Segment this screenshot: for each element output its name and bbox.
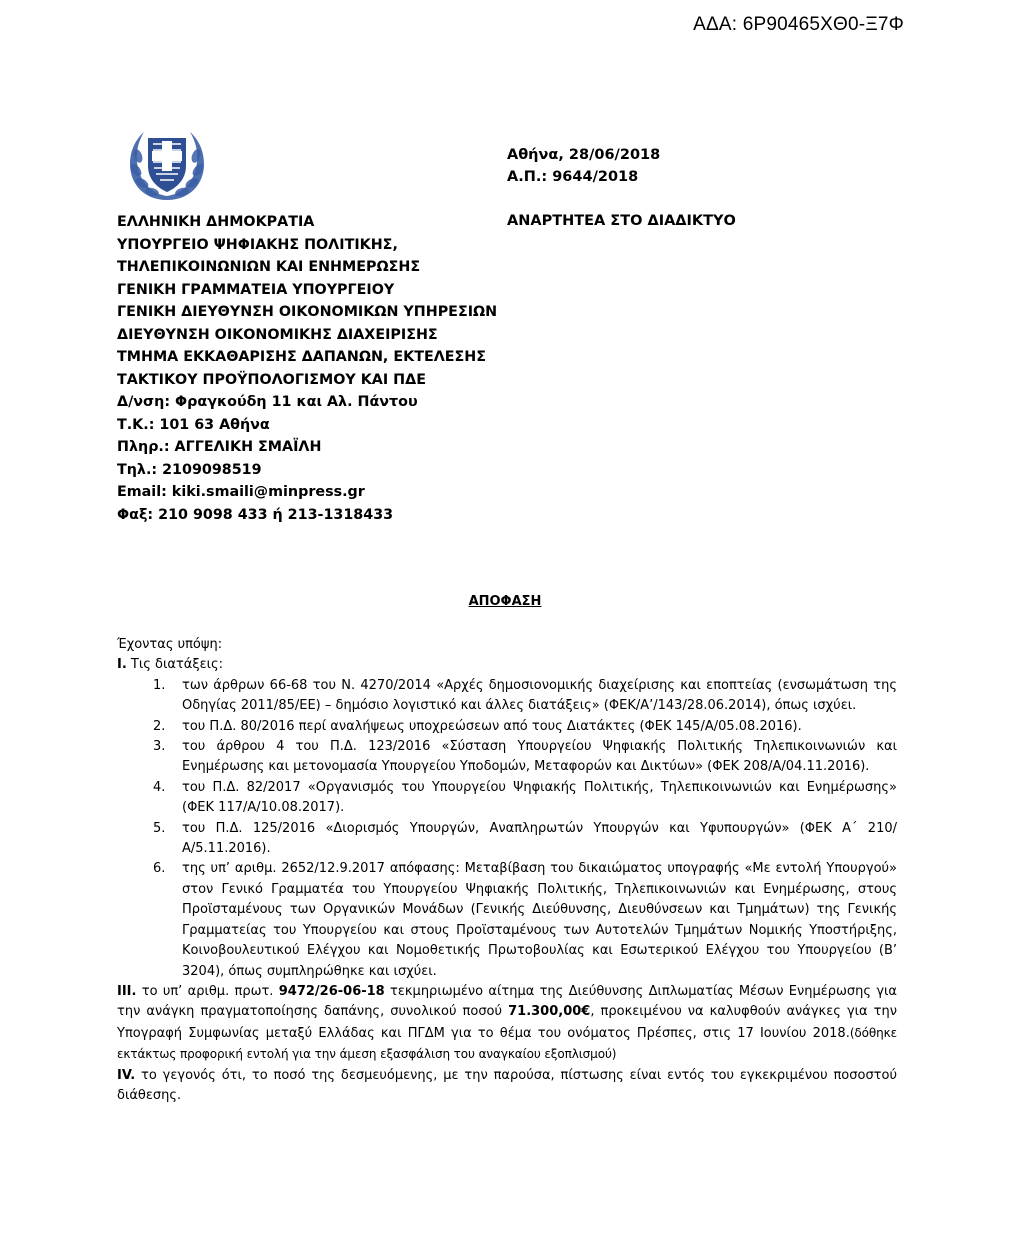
request-reference: 9472/26-06-18 <box>278 983 385 999</box>
list-item <box>117 778 897 819</box>
sender-postcode: Τ.Κ.: 101 63 Αθήνα <box>117 416 270 433</box>
list-item-number: 1. <box>153 677 166 693</box>
section-4-paragraph <box>117 1066 897 1107</box>
greek-coat-of-arms-emblem <box>124 126 210 202</box>
list-item <box>117 737 897 778</box>
provisions-list <box>117 676 897 982</box>
sender-email: Email: kiki.smaili@minpress.gr <box>117 484 365 500</box>
list-item-number: 3. <box>153 739 166 755</box>
list-item-number: 4. <box>153 779 166 795</box>
sender-line: ΥΠΟΥΡΓΕΙΟ ΨΗΦΙΑΚΗΣ ΠΟΛΙΤΙΚΗΣ, <box>117 236 398 253</box>
sender-address: Δ/νση: Φραγκούδη 11 και Αλ. Πάντου <box>117 394 418 410</box>
section-1-label: Ι. <box>117 657 127 673</box>
list-item-number: 6. <box>153 861 166 877</box>
section-1-text: Τις διατάξεις: <box>126 657 224 673</box>
section-3-text: το υπ’ αριθμ. πρωτ. <box>136 983 279 999</box>
sender-contact-person: Πληρ.: ΑΓΓΕΛΙΚΗ ΣΜΑΪΛΗ <box>117 439 322 455</box>
section-3-paragraph <box>117 982 897 1066</box>
sender-line: ΕΛΛΗΝΙΚΗ ΔΗΜΟΚΡΑΤΙΑ <box>117 214 315 230</box>
list-item <box>117 717 897 737</box>
sender-line: ΓΕΝΙΚΗ ΔΙΕΥΘΥΝΣΗ ΟΙΚΟΝΟΜΙΚΩΝ ΥΠΗΡΕΣΙΩΝ <box>117 304 498 320</box>
sender-line: ΤΗΛΕΠΙΚΟΙΝΩΝΙΩΝ ΚΑΙ ΕΝΗΜΕΡΩΣΗΣ <box>117 259 421 275</box>
publication-notice: ΑΝΑΡΤΗΤΕΑ ΣΤΟ ΔΙΑΔΙΚΤΥΟ <box>507 213 736 229</box>
section-4-text: το γεγονός ότι, το ποσό της δεσμευόμενης, με την παρούσα, πίστωσης είναι εντός του εγκεκριμένου ποσοστού διάθεσης. <box>117 1067 897 1103</box>
list-item <box>117 859 897 981</box>
sender-line: ΤΜΗΜΑ ΕΚΚΑΘΑΡΙΣΗΣ ΔΑΠΑΝΩΝ, ΕΚΤΕΛΕΣΗΣ <box>117 349 487 365</box>
total-amount: 71.300,00€ <box>508 1004 591 1020</box>
section-3-label: ΙΙΙ. <box>117 983 137 999</box>
list-item-number: 5. <box>153 820 166 836</box>
list-item-text: του Π.Δ. 82/2017 «Οργανισμός του Υπουργείου Ψηφιακής Πολιτικής, Τηλεπικοινωνιών και Ενημέρωσης» (ΦΕΚ 117/Α/10.08.2017). <box>182 779 897 816</box>
document-date: Αθήνα, 28/06/2018 <box>507 147 661 163</box>
sender-line: ΤΑΚΤΙΚΟΥ ΠΡΟΫΠΟΛΟΓΙΣΜΟΥ ΚΑΙ ΠΔΕ <box>117 371 426 388</box>
list-item-text: του Π.Δ. 125/2016 «Διορισμός Υπουργών, Αναπληρωτών Υπουργών και Υφυπουργών» (ΦΕΚ Α΄ 210/Α/5.11.2016). <box>182 820 897 857</box>
list-item-text: του Π.Δ. 80/2016 περί αναλήψεως υποχρεώσεων από τους Διατάκτες (ΦΕΚ 145/Α/05.08.2016). <box>182 718 802 734</box>
list-item <box>117 819 897 860</box>
document-body <box>117 635 897 1106</box>
section-3-text: , προκειμένου να καλυφθούν ανάγκες για την Υπογραφή Συμφωνίας μεταξύ Ελλάδας και ΠΓΔΜ για το θέμα του ονόματος Πρέσπες, στις 17 Ιουνίου 2018. <box>117 1004 897 1041</box>
section-4-label: IV. <box>117 1067 136 1083</box>
protocol-number: Α.Π.: 9644/2018 <box>507 169 639 185</box>
list-item-text: του άρθρου 4 του Π.Δ. 123/2016 «Σύσταση Υπουργείου Ψηφιακής Πολιτικής Τηλεπικοινωνιών και Ενημέρωσης και μετονομασία Υπουργείου Υποδομών, Μεταφορών και Δικτύων» (ΦΕΚ 208/Α/04.11.2016). <box>182 739 897 775</box>
list-item-text: της υπ’ αριθμ. 2652/12.9.2017 απόφασης: Μεταβίβαση του δικαιώματος υπογραφής «Με εντολή Υπουργού» στον Γενικό Γραμματέα του Υπουργείου Ψηφιακής Πολιτικής, Τηλεπικοινωνιών και Ενημέρωσης, στους Προϊσταμένους των Οργανικών Μονάδων (Γενικής Διεύθυνσης, Διευθύνσεων και Τμημάτων) της Γενικής Γραμματείας του Υπουργείου και στους Προϊσταμένους των Αυτοτελών Τμημάτων Νομικής Υποστήριξης, Κοινοβουλευτικού Ελέγχου και Νομοθετικής Πρωτοβουλίας και Εσωτερικού Ελέγχου του Υπουργείου (Β’ 3204), όπως συμπληρώθηκε και ισχύει. <box>182 861 897 979</box>
sender-line: ΓΕΝΙΚΗ ΓΡΑΜΜΑΤΕΙΑ ΥΠΟΥΡΓΕΙΟΥ <box>117 281 395 298</box>
section-3-text: τεκμηριωμένο αίτημα της Διεύθυνσης Διπλωματίας Μέσων Ενημέρωσης για την ανάγκη πραγματοποίησης δαπάνης, συνολικού ποσού <box>117 983 897 1020</box>
document-header-info <box>507 144 736 232</box>
section-3-note: (δόθηκε εκτάκτως προφορική εντολή για την άμεση εξασφάλιση του αναγκαίου εξοπλισμού) <box>117 1025 897 1062</box>
sender-phone: Τηλ.: 2109098519 <box>117 461 262 478</box>
decision-title-wrap <box>0 592 1010 610</box>
ada-code: ΑΔΑ: 6Ρ90465ΧΘ0-Ξ7Φ <box>693 14 904 35</box>
sender-fax: Φαξ: 210 9098 433 ή 213-1318433 <box>117 506 394 523</box>
sender-block <box>117 211 497 526</box>
decision-title: ΑΠΟΦΑΣΗ <box>468 594 542 609</box>
list-item-text: των άρθρων 66-68 του Ν. 4270/2014 «Αρχές δημοσιονομικής διαχείρισης και εποπτείας (ενσωμάτωση της Οδηγίας 2011/85/ΕΕ) – δημόσιο λογιστικό και άλλες διατάξεις» (ΦΕΚ/Α’/143/28.06.2014), όπως ισχύει. <box>182 677 897 714</box>
list-item <box>117 676 897 717</box>
sender-line: ΔΙΕΥΘΥΝΣΗ ΟΙΚΟΝΟΜΙΚΗΣ ΔΙΑΧΕΙΡΙΣΗΣ <box>117 326 438 343</box>
section-1-heading <box>117 655 897 675</box>
list-item-number: 2. <box>153 718 166 734</box>
intro-text: Έχοντας υπόψη: <box>117 637 223 652</box>
